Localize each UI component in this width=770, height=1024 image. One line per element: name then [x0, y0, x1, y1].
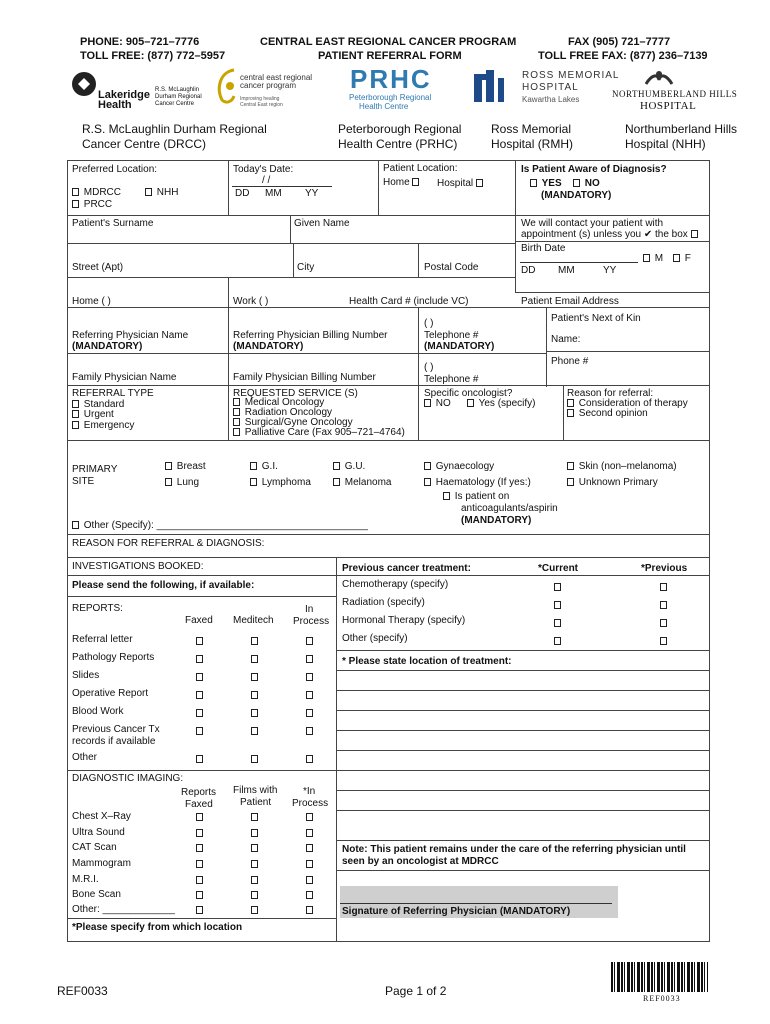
reports-faxed-checkbox[interactable] [196, 829, 203, 837]
in-col: In [305, 604, 314, 615]
clinic-rmh: Ross Memorial Hospital (RMH) [491, 122, 574, 151]
patient-location-label: Patient Location: [383, 163, 458, 174]
hospital-option[interactable]: Hospital [437, 178, 485, 189]
contact-note-1: We will contact your patient with [521, 218, 664, 229]
hospital-checkbox[interactable] [476, 179, 483, 187]
gi-option[interactable]: G.I. [250, 461, 278, 472]
cecp-swirl-icon [214, 66, 240, 106]
family-physician-label: Family Physician Name [72, 372, 177, 383]
lung-option[interactable]: Lung [165, 477, 199, 488]
home-checkbox[interactable] [412, 178, 419, 186]
clinic-nhh: Northumberland Hills Hospital (NHH) [625, 122, 738, 151]
street-label: Street (Apt) [72, 262, 124, 273]
ref-tel-paren: ( ) [424, 318, 434, 329]
breast-checkbox[interactable] [165, 462, 172, 470]
rmh-text: ROSS MEMORIAL HOSPITAL [522, 70, 620, 93]
faxed-col-2: Faxed [185, 799, 213, 810]
ref-physician-mandatory: (MANDATORY) [72, 341, 143, 352]
surname-label: Patient's Surname [72, 218, 154, 229]
toll-free-fax: TOLL FREE FAX: (877) 236–7139 [538, 50, 708, 62]
faxed-checkbox[interactable] [196, 755, 203, 763]
faxed-checkbox[interactable] [196, 691, 203, 699]
imaging-row-label: Bone Scan [72, 889, 121, 900]
other-site-option[interactable]: Other (Specify): ______________________________________ [72, 520, 368, 531]
patient-col: Patient [240, 797, 272, 808]
dd-label: DD [235, 188, 250, 199]
meditech-checkbox[interactable] [251, 637, 258, 645]
anticoag-option[interactable]: Is patient on [443, 491, 509, 502]
films-col: Films with [233, 785, 278, 796]
form-code: REF0033 [57, 984, 108, 998]
imaging-label: DIAGNOSTIC IMAGING: [72, 773, 184, 784]
nhh-option[interactable]: NHH [145, 187, 178, 198]
consideration-checkbox[interactable] [567, 399, 574, 407]
mdrcc-checkbox[interactable] [72, 188, 79, 196]
in-process-checkbox[interactable] [306, 727, 313, 735]
standard-checkbox[interactable] [72, 400, 79, 408]
films-checkbox[interactable] [251, 813, 258, 821]
melanoma-checkbox[interactable] [333, 478, 340, 486]
imaging-row-label: Ultra Sound [72, 827, 125, 838]
lung-checkbox[interactable] [165, 478, 172, 486]
standard-option[interactable]: Standard [72, 399, 124, 410]
lakeridge-logo [70, 70, 98, 101]
emergency-checkbox[interactable] [72, 421, 79, 429]
gynaecology-option[interactable]: Gynaecology [424, 461, 494, 472]
prcc-option[interactable]: PRCC [72, 199, 112, 210]
specific-oncologist-label: Specific oncologist? [424, 388, 513, 399]
current-checkbox[interactable] [554, 583, 561, 591]
sex-f[interactable]: F [673, 253, 691, 264]
ref-tel-label: Telephone # [424, 330, 479, 341]
cecp-text: central east regional cancer program [240, 73, 313, 90]
in-process-checkbox[interactable] [306, 860, 313, 868]
yy-label: YY [305, 188, 319, 199]
report-row-label: Previous Cancer Tx [72, 724, 160, 735]
gu-option[interactable]: G.U. [333, 461, 365, 472]
reports-faxed-checkbox[interactable] [196, 876, 203, 884]
films-checkbox[interactable] [251, 860, 258, 868]
prcc-checkbox[interactable] [72, 200, 79, 208]
haematology-checkbox[interactable] [424, 478, 431, 486]
in-star-col: *In [303, 786, 316, 797]
ref-billing-label: Referring Physician Billing Number [233, 330, 388, 341]
cecp-logo [214, 66, 240, 109]
postal-label: Postal Code [424, 262, 479, 273]
previous-checkbox[interactable] [660, 583, 667, 591]
medical-option[interactable]: Medical Oncology [233, 397, 324, 408]
nhh-hands-icon [644, 68, 674, 90]
barcode [611, 962, 708, 992]
treatment-row-label: Other (specify) [342, 633, 408, 644]
prhc-subtext: Peterborough Regional Health Centre [349, 93, 432, 111]
previous-col: *Previous [641, 563, 688, 574]
ref-billing-mandatory: (MANDATORY) [233, 341, 304, 352]
faxed-checkbox[interactable] [196, 727, 203, 735]
in-process-checkbox[interactable] [306, 673, 313, 681]
reports-faxed-checkbox[interactable] [196, 813, 203, 821]
phone: PHONE: 905–721–7776 [80, 36, 200, 48]
birth-yy: YY [603, 265, 617, 276]
melanoma-option[interactable]: Melanoma [333, 477, 391, 488]
no-checkbox[interactable] [573, 179, 580, 187]
aware-mandatory: (MANDATORY) [541, 190, 612, 201]
state-location-label: * Please state location of treatment: [342, 656, 512, 667]
date-slashes[interactable]: / / [262, 175, 271, 186]
kin-phone-label: Phone # [551, 356, 589, 367]
haematology-option[interactable]: Haematology (If yes:) [424, 477, 531, 488]
toll-free: TOLL FREE: (877) 772–5957 [80, 50, 226, 62]
films-checkbox[interactable] [251, 891, 258, 899]
mm-label: MM [265, 188, 282, 199]
reports-faxed-checkbox[interactable] [196, 906, 203, 914]
anticoag-checkbox[interactable] [443, 492, 450, 500]
treatment-row-label: Radiation (specify) [342, 597, 425, 608]
current-checkbox[interactable] [554, 637, 561, 645]
birth-mm: MM [558, 265, 575, 276]
family-billing-label: Family Physician Billing Number [233, 372, 376, 383]
lakeridge-emblem-icon [70, 70, 98, 98]
unknown-checkbox[interactable] [567, 478, 574, 486]
report-row-label: Pathology Reports [72, 652, 155, 663]
reports-col: Reports [181, 787, 217, 798]
breast-option[interactable]: Breast [165, 461, 206, 472]
previous-treatment-label: Previous cancer treatment: [342, 563, 471, 574]
skin-checkbox[interactable] [567, 462, 574, 470]
previous-checkbox[interactable] [660, 637, 667, 645]
report-row-label: Slides [72, 670, 100, 681]
prhc-logo: PRHC [350, 64, 432, 94]
skin-option[interactable]: Skin (non–melanoma) [567, 461, 677, 472]
spec-yes-option[interactable]: Yes (specify) [467, 398, 535, 409]
current-checkbox[interactable] [554, 601, 561, 609]
mdrcc-option[interactable]: MDRCC [72, 187, 121, 198]
unknown-option[interactable]: Unknown Primary [567, 477, 658, 488]
aware-label: Is Patient Aware of Diagnosis? [521, 164, 667, 175]
fax: FAX (905) 721–7777 [568, 36, 671, 48]
gi-checkbox[interactable] [250, 462, 257, 470]
emergency-option[interactable]: Emergency [72, 420, 134, 431]
in-process-checkbox[interactable] [306, 813, 313, 821]
report-row-label: Referral letter [72, 634, 133, 645]
surgical-option[interactable]: Surgical/Gyne Oncology [233, 417, 353, 428]
reports-label: REPORTS: [72, 603, 123, 614]
consideration-option[interactable]: Consideration of therapy [567, 398, 688, 409]
report-row-label: Blood Work [72, 706, 124, 717]
faxed-checkbox[interactable] [196, 709, 203, 717]
nhh-checkbox[interactable] [145, 188, 152, 196]
radiation-option[interactable]: Radiation Oncology [233, 407, 332, 418]
report-row-label: Other [72, 752, 98, 763]
imaging-row-label: M.R.I. [72, 874, 99, 885]
next-of-kin-label: Patient's Next of Kin [551, 313, 641, 324]
home-phone-label: Home ( ) [72, 296, 111, 307]
second-opinion-option[interactable]: Second opinion [567, 408, 648, 419]
rs-small-logo-text: R.S. McLaughlin Durham Regional Cancer Centre [155, 87, 202, 107]
medical-checkbox[interactable] [233, 398, 240, 406]
radiation-checkbox[interactable] [233, 408, 240, 416]
spec-no-checkbox[interactable] [424, 399, 431, 407]
work-phone-label: Work ( ) [233, 296, 269, 307]
program-title: CENTRAL EAST REGIONAL CANCER PROGRAM [260, 36, 517, 48]
treatment-row-label: Hormonal Therapy (specify) [342, 615, 466, 626]
process-col-2: Process [292, 798, 329, 809]
signature-label: Signature of Referring Physician (MANDATORY) [342, 906, 571, 917]
second-opinion-checkbox[interactable] [567, 409, 574, 417]
todays-date-label: Today's Date: [233, 164, 294, 175]
films-checkbox[interactable] [251, 844, 258, 852]
previous-checkbox[interactable] [660, 601, 667, 609]
requested-service-label: REQUESTED SERVICE (S) [233, 388, 358, 399]
lakeridge-name: Lakeridge Health [98, 89, 150, 111]
in-process-checkbox[interactable] [306, 876, 313, 884]
male-checkbox[interactable] [643, 254, 650, 262]
health-card-label: Health Card # (include VC) [349, 296, 469, 307]
ref-tel-mandatory: (MANDATORY) [424, 341, 495, 352]
faxed-col: Faxed [185, 615, 213, 626]
meditech-checkbox[interactable] [251, 673, 258, 681]
previous-checkbox[interactable] [660, 619, 667, 627]
cecp-tagline: Improving healing Central East region [240, 96, 283, 108]
ref-physician-label: Referring Physician Name [72, 330, 189, 341]
lymphoma-option[interactable]: Lymphoma [250, 477, 311, 488]
reports-faxed-checkbox[interactable] [196, 844, 203, 852]
current-col: *Current [538, 563, 579, 574]
films-checkbox[interactable] [251, 876, 258, 884]
spec-yes-checkbox[interactable] [467, 399, 474, 407]
barcode-text: REF0033 [643, 994, 681, 1003]
report-row-label: Operative Report [72, 688, 149, 699]
process-col: Process [293, 616, 330, 627]
surgical-checkbox[interactable] [233, 418, 240, 426]
in-process-checkbox[interactable] [306, 906, 313, 914]
in-process-checkbox[interactable] [306, 755, 313, 763]
please-specify-location: *Please specify from which location [72, 922, 243, 933]
gu-checkbox[interactable] [333, 462, 340, 470]
rmh-emblem-icon [472, 68, 506, 104]
in-process-checkbox[interactable] [306, 829, 313, 837]
aware-no[interactable]: NO [573, 178, 600, 189]
current-checkbox[interactable] [554, 619, 561, 627]
meditech-col: Meditech [233, 615, 274, 626]
faxed-checkbox[interactable] [196, 637, 203, 645]
faxed-checkbox[interactable] [196, 673, 203, 681]
reason-diagnosis-label: REASON FOR REFERRAL & DIAGNOSIS: [72, 538, 265, 549]
palliative-option[interactable]: Palliative Care (Fax 905–721–4764) [233, 427, 405, 438]
report-row-label: records if available [72, 736, 156, 747]
in-process-checkbox[interactable] [306, 844, 313, 852]
urgent-option[interactable]: Urgent [72, 409, 114, 420]
city-label: City [297, 262, 315, 273]
given-name-label: Given Name [294, 218, 350, 229]
yes-checkbox[interactable] [530, 179, 537, 187]
reason-label: Reason for referral: [567, 388, 654, 399]
films-checkbox[interactable] [251, 829, 258, 837]
treatment-row-label: Chemotherapy (specify) [342, 579, 449, 590]
email-label: Patient Email Address [521, 296, 619, 307]
birth-dd: DD [521, 265, 536, 276]
imaging-row-label: CAT Scan [72, 842, 117, 853]
referral-type-label: REFERRAL TYPE [72, 388, 154, 399]
reports-faxed-checkbox[interactable] [196, 860, 203, 868]
investigations-label: INVESTIGATIONS BOOKED: [72, 561, 204, 572]
contact-note-2[interactable]: appointment (s) unless you ✔ the box [521, 229, 700, 240]
note-line-2: seen by an oncologist at MDRCC [342, 856, 499, 867]
primary-site-label: PRIMARY SITE [72, 464, 118, 487]
sex-m[interactable]: M [643, 253, 663, 264]
rmh-sub: Kawartha Lakes [522, 95, 580, 104]
meditech-checkbox[interactable] [251, 691, 258, 699]
meditech-checkbox[interactable] [251, 655, 258, 663]
other-site-checkbox[interactable] [72, 521, 79, 529]
meditech-checkbox[interactable] [251, 727, 258, 735]
no-contact-checkbox[interactable] [691, 230, 698, 238]
in-process-checkbox[interactable] [306, 709, 313, 717]
aware-yes[interactable]: YES [530, 178, 562, 189]
clinic-prhc: Peterborough Regional Health Centre (PRHC) [338, 122, 462, 151]
please-send-label: Please send the following, if available: [72, 580, 255, 591]
urgent-checkbox[interactable] [72, 410, 79, 418]
imaging-row-label: Chest X–Ray [72, 811, 131, 822]
form-title: PATIENT REFERRAL FORM [318, 50, 462, 62]
home-option[interactable]: Home [383, 177, 421, 188]
page-number: Page 1 of 2 [385, 984, 447, 998]
imaging-row-label: Other: _____________ [72, 904, 175, 915]
meditech-checkbox[interactable] [251, 755, 258, 763]
gynaecology-checkbox[interactable] [424, 462, 431, 470]
meditech-checkbox[interactable] [251, 709, 258, 717]
imaging-row-label: Mammogram [72, 858, 131, 869]
anticoag-mandatory: (MANDATORY) [461, 515, 532, 526]
in-process-checkbox[interactable] [306, 655, 313, 663]
films-checkbox[interactable] [251, 906, 258, 914]
nhh-text: NORTHUMBERLAND HILLS HOSPITAL [612, 89, 738, 112]
preferred-location-label: Preferred Location: [72, 164, 158, 175]
anticoag-label-2: anticoagulants/aspirin [461, 503, 558, 514]
lymphoma-checkbox[interactable] [250, 478, 257, 486]
rmh-logo [472, 68, 506, 107]
in-process-checkbox[interactable] [306, 691, 313, 699]
female-checkbox[interactable] [673, 254, 680, 262]
spec-no-option[interactable]: NO [424, 398, 451, 409]
palliative-checkbox[interactable] [233, 428, 240, 436]
kin-name-label: Name: [551, 334, 581, 345]
note-line-1: Note: This patient remains under the care of the referring physician until [342, 844, 686, 855]
in-process-checkbox[interactable] [306, 637, 313, 645]
family-tel-label: Telephone # [424, 374, 479, 385]
birth-date-label: Birth Date [521, 243, 566, 254]
clinic-drcc: R.S. McLaughlin Durham Regional Cancer Centre (DRCC) [82, 122, 267, 151]
faxed-checkbox[interactable] [196, 655, 203, 663]
in-process-checkbox[interactable] [306, 891, 313, 899]
family-tel-paren: ( ) [424, 362, 434, 373]
reports-faxed-checkbox[interactable] [196, 891, 203, 899]
